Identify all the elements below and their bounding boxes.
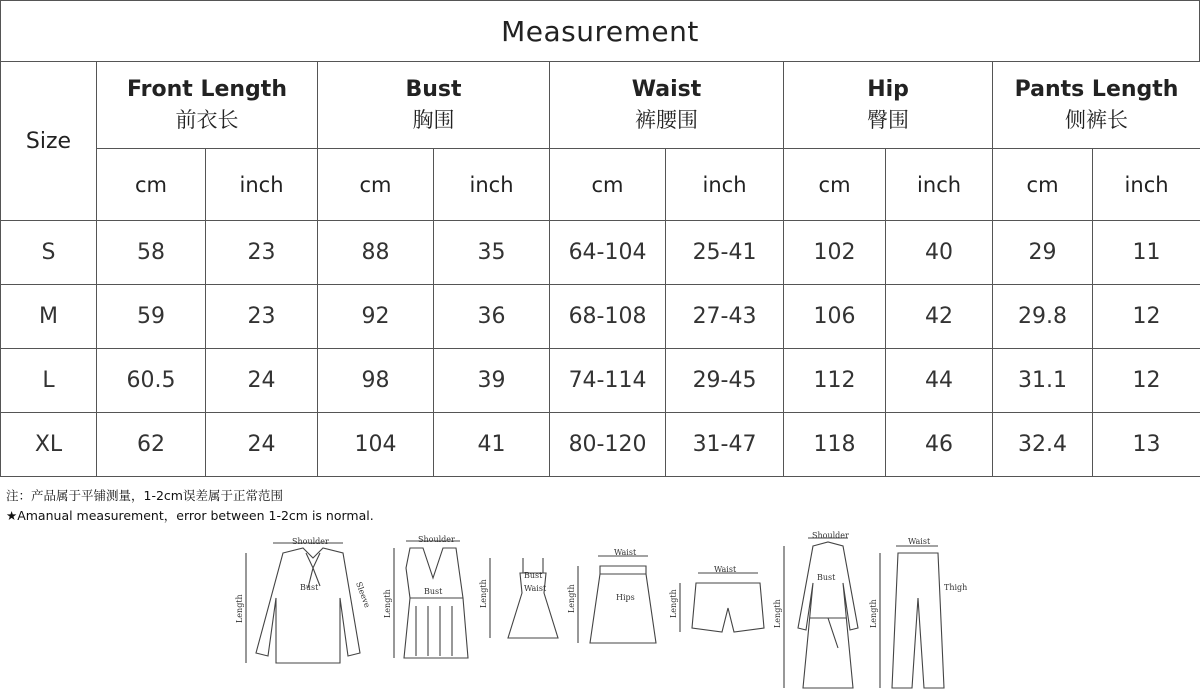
- unit-header-cm: cm: [550, 149, 666, 221]
- label-hips: Hips: [616, 593, 635, 602]
- note-zh: 注：产品属于平铺测量，1-2cm误差属于正常范围: [6, 488, 283, 503]
- unit-header-inch: inch: [1093, 149, 1200, 221]
- value-cell: 35: [434, 221, 550, 285]
- value-cell: 12: [1093, 349, 1200, 413]
- value-cell: 41: [434, 413, 550, 477]
- value-cell: 88: [318, 221, 434, 285]
- value-cell: 11: [1093, 221, 1200, 285]
- group-en-label: Front Length: [127, 77, 287, 102]
- group-zh-label: 前衣长: [175, 108, 239, 132]
- label-sleeve: Sleeve: [354, 580, 372, 609]
- value-cell: 68-108: [550, 285, 666, 349]
- shorts-illustration: [669, 565, 764, 632]
- value-cell: 62: [97, 413, 206, 477]
- group-zh-label: 裤腰围: [635, 108, 699, 132]
- group-zh-label: 臀围: [867, 108, 910, 132]
- label-shoulder: Shoulder: [812, 531, 849, 540]
- group-zh-label: 胸围: [412, 108, 455, 132]
- note-en: ★Amanual measurement，error between 1-2cm is normal.: [6, 508, 374, 523]
- group-header-hip: [784, 62, 993, 149]
- label-length: Length: [669, 589, 678, 618]
- value-cell: 31-47: [666, 413, 784, 477]
- group-en-label: Waist: [631, 77, 702, 102]
- value-cell: 46: [886, 413, 993, 477]
- label-length: Length: [773, 599, 782, 628]
- value-cell: 31.1: [993, 349, 1093, 413]
- label-thigh: Thigh: [944, 583, 968, 592]
- group-header-waist: [550, 62, 784, 149]
- value-cell: 59: [97, 285, 206, 349]
- unit-header-inch: inch: [434, 149, 550, 221]
- coat-illustration: [773, 531, 858, 688]
- value-cell: 23: [206, 221, 318, 285]
- value-cell: 42: [886, 285, 993, 349]
- value-cell: 29-45: [666, 349, 784, 413]
- value-cell: 29.8: [993, 285, 1093, 349]
- value-cell: 32.4: [993, 413, 1093, 477]
- label-length: Length: [383, 589, 392, 618]
- value-cell: 24: [206, 413, 318, 477]
- label-waist: Waist: [714, 565, 737, 574]
- table-row: [1, 413, 1200, 477]
- group-header-pants-length: [993, 62, 1200, 149]
- value-cell: 13: [1093, 413, 1200, 477]
- tank-illustration: [383, 535, 468, 658]
- label-bust: Bust: [817, 573, 836, 582]
- trousers-illustration: [869, 537, 967, 688]
- unit-header-inch: inch: [886, 149, 993, 221]
- label-length: Length: [235, 594, 244, 623]
- label-bust: Bust: [424, 587, 443, 596]
- label-shoulder: Shoulder: [292, 537, 329, 546]
- table-row: [1, 349, 1200, 413]
- label-bust: Bust: [300, 583, 319, 592]
- value-cell: 39: [434, 349, 550, 413]
- group-header-front-length: [97, 62, 318, 149]
- value-cell: 98: [318, 349, 434, 413]
- unit-header-inch: inch: [206, 149, 318, 221]
- value-cell: 24: [206, 349, 318, 413]
- group-header-bust: [318, 62, 550, 149]
- value-cell: 92: [318, 285, 434, 349]
- label-shoulder: Shoulder: [418, 535, 455, 544]
- unit-header-inch: inch: [666, 149, 784, 221]
- chart-title: Measurement: [0, 0, 1200, 61]
- value-cell: 112: [784, 349, 886, 413]
- notes: [6, 486, 374, 526]
- dress-illustration: [479, 558, 558, 638]
- skirt-illustration: [567, 548, 656, 643]
- size-header: Size: [1, 62, 97, 221]
- group-en-label: Pants Length: [1014, 77, 1179, 102]
- table-row: [1, 221, 1200, 285]
- size-cell: M: [1, 285, 97, 349]
- garment-diagram: [228, 528, 988, 698]
- value-cell: 44: [886, 349, 993, 413]
- value-cell: 80-120: [550, 413, 666, 477]
- blouse-illustration: [235, 537, 372, 663]
- label-length: Length: [479, 579, 488, 608]
- label-waist: Waist: [524, 584, 547, 593]
- value-cell: 74-114: [550, 349, 666, 413]
- value-cell: 104: [318, 413, 434, 477]
- group-en-label: Bust: [405, 77, 462, 102]
- value-cell: 64-104: [550, 221, 666, 285]
- size-cell: S: [1, 221, 97, 285]
- value-cell: 40: [886, 221, 993, 285]
- label-length: Length: [869, 599, 878, 628]
- value-cell: 29: [993, 221, 1093, 285]
- value-cell: 102: [784, 221, 886, 285]
- size-cell: L: [1, 349, 97, 413]
- value-cell: 60.5: [97, 349, 206, 413]
- value-cell: 25-41: [666, 221, 784, 285]
- value-cell: 27-43: [666, 285, 784, 349]
- value-cell: 12: [1093, 285, 1200, 349]
- unit-header-cm: cm: [97, 149, 206, 221]
- label-bust: Bust: [524, 571, 543, 580]
- group-zh-label: 侧裤长: [1065, 108, 1129, 132]
- table-row: [1, 285, 1200, 349]
- size-cell: XL: [1, 413, 97, 477]
- value-cell: 36: [434, 285, 550, 349]
- label-waist: Waist: [908, 537, 931, 546]
- value-cell: 23: [206, 285, 318, 349]
- group-en-label: Hip: [867, 77, 909, 102]
- value-cell: 118: [784, 413, 886, 477]
- value-cell: 106: [784, 285, 886, 349]
- label-waist: Waist: [614, 548, 637, 557]
- label-length: Length: [567, 584, 576, 613]
- unit-header-cm: cm: [993, 149, 1093, 221]
- value-cell: 58: [97, 221, 206, 285]
- unit-header-cm: cm: [318, 149, 434, 221]
- unit-header-cm: cm: [784, 149, 886, 221]
- size-table: [0, 61, 1200, 477]
- garment-illustrations: [228, 528, 988, 698]
